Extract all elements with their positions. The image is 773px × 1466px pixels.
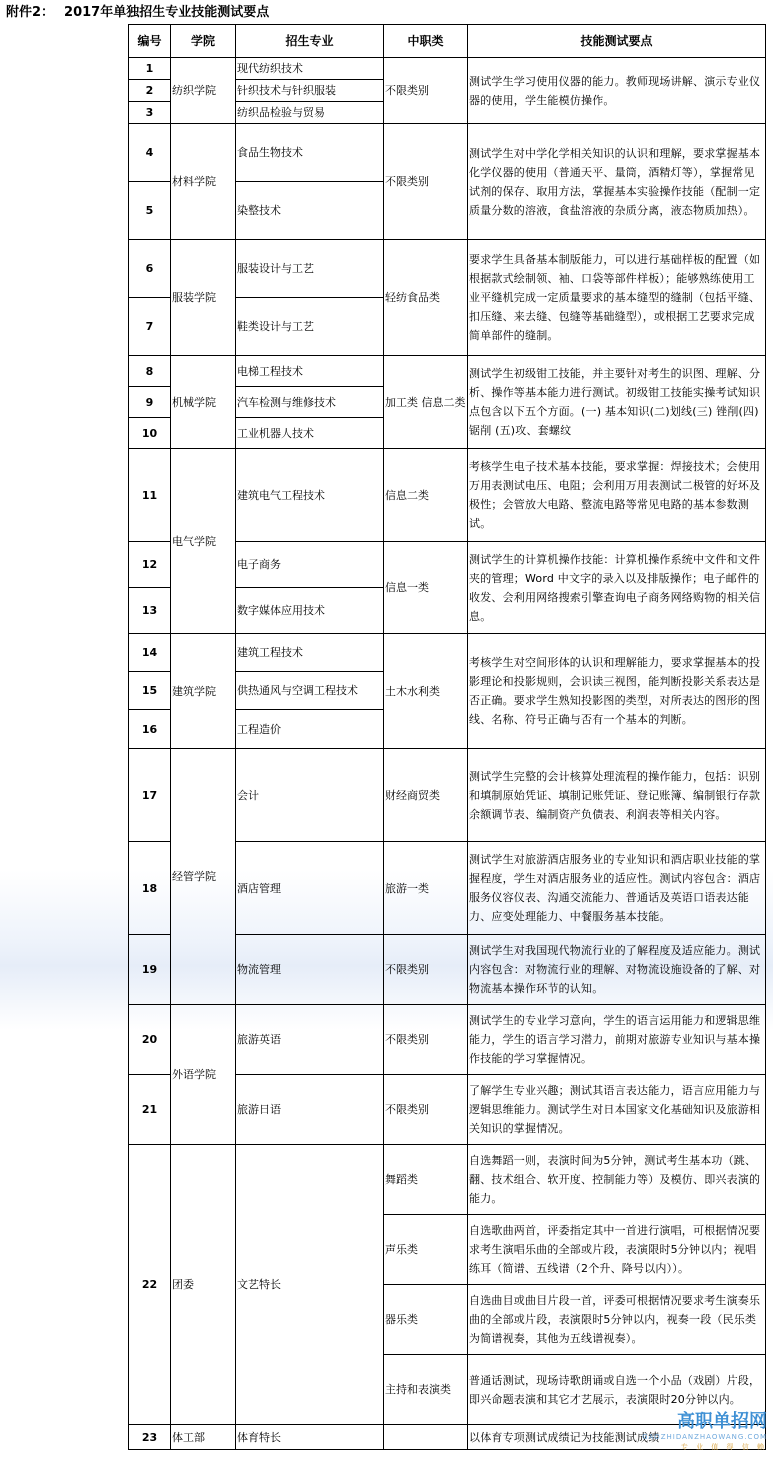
college-cell: 外语学院 [171, 1005, 236, 1145]
table-row [129, 356, 766, 387]
row-number: 9 [129, 387, 171, 418]
row-number: 19 [129, 935, 171, 1005]
major-cell: 纺织品检验与贸易 [236, 102, 384, 124]
row-number: 6 [129, 240, 171, 298]
voc-cell: 不限类别 [384, 124, 468, 240]
table-row [129, 634, 766, 672]
major-cell: 服装设计与工艺 [236, 240, 384, 298]
row-number: 5 [129, 182, 171, 240]
voc-cell: 不限类别 [384, 1075, 468, 1145]
college-cell: 电气学院 [171, 449, 236, 634]
requirement-cell: 测试学生对中学化学相关知识的认识和理解，要求掌握基本化学仪器的使用（普通天平、量筒，酒精灯等），掌握常见试剂的保存、取用方法，掌握基本实验操作技能（配制一定质量分数的溶液，食盐溶液的杂质分离，液态物质加热）。 [468, 124, 766, 240]
skills-test-table [128, 24, 766, 1450]
major-cell: 建筑工程技术 [236, 634, 384, 672]
site-watermark [642, 1412, 767, 1452]
watermark-slogan: 专 业 值 得 信 赖 [680, 1443, 767, 1451]
row-number: 14 [129, 634, 171, 672]
major-cell: 旅游日语 [236, 1075, 384, 1145]
watermark-title: 高职单招网 [677, 1411, 767, 1432]
page-title: 2017年单独招生专业技能测试要点 [64, 5, 270, 20]
header-voc: 中职类 [384, 25, 468, 58]
requirement-cell: 普通话测试，现场诗歌朗诵或自选一个小品（戏剧）片段，即兴命题表演和其它才艺展示，表演限时20分钟以内。 [468, 1355, 766, 1425]
row-number: 7 [129, 298, 171, 356]
major-cell: 供热通风与空调工程技术 [236, 672, 384, 710]
row-number: 20 [129, 1005, 171, 1075]
major-cell: 电子商务 [236, 542, 384, 588]
voc-cell: 信息二类 [384, 449, 468, 542]
row-number: 18 [129, 842, 171, 935]
requirement-cell: 测试学生完整的会计核算处理流程的操作能力，包括：识别和填制原始凭证、填制记账凭证、登记账簿、编制银行存款余额调节表、编制资产负债表、利润表等相关内容。 [468, 749, 766, 842]
major-cell: 食品生物技术 [236, 124, 384, 182]
table-row [129, 240, 766, 298]
requirement-cell: 考核学生电子技术基本技能，要求掌握：焊接技术；会使用万用表测试电压、电阻；会利用万用表测试二极管的好坏及极性；会管放大电路、整流电路等常见电路的基本参数测试。 [468, 449, 766, 542]
row-number: 11 [129, 449, 171, 542]
row-number: 10 [129, 418, 171, 449]
major-cell: 酒店管理 [236, 842, 384, 935]
major-cell: 工业机器人技术 [236, 418, 384, 449]
requirement-cell: 自选曲目或曲目片段一首，评委可根据情况要求考生演奏乐曲的全部或片段，表演限时5分钟以内，视奏一段（民乐类为简谱视奏，其他为五线谱视奏）。 [468, 1285, 766, 1355]
table-header-row [129, 25, 766, 58]
major-cell: 染整技术 [236, 182, 384, 240]
voc-cell: 旅游一类 [384, 842, 468, 935]
college-cell: 机械学院 [171, 356, 236, 449]
row-number: 17 [129, 749, 171, 842]
row-number: 23 [129, 1425, 171, 1450]
voc-cell: 不限类别 [384, 58, 468, 124]
row-number: 1 [129, 58, 171, 80]
requirement-cell: 以体育专项测试成绩记为技能测试成绩 [468, 1425, 766, 1450]
major-cell: 旅游英语 [236, 1005, 384, 1075]
requirement-cell: 要求学生具备基本制版能力，可以进行基础样板的配置（如根据款式绘制领、袖、口袋等部件样板）；能够熟练使用工业平缝机完成一定质量要求的基本缝型的缝制（包括平缝、扣压缝、来去缝、包缝等基础缝型），或根据工艺要求完成简单部件的缝制。 [468, 240, 766, 356]
major-cell: 电梯工程技术 [236, 356, 384, 387]
major-cell: 工程造价 [236, 710, 384, 749]
page-heading [6, 2, 269, 24]
major-cell: 数字媒体应用技术 [236, 588, 384, 634]
major-cell: 体育特长 [236, 1425, 384, 1450]
row-number: 12 [129, 542, 171, 588]
requirement-cell: 测试学生初级钳工技能，并主要针对考生的识图、理解、分析、操作等基本能力进行测试。初级钳工技能实操考试知识点包含以下五个方面。(一) 基本知识(二)划线(三) 锉削(四) 锯削 (五)攻、套螺纹 [468, 356, 766, 449]
header-req: 技能测试要点 [468, 25, 766, 58]
major-cell: 鞋类设计与工艺 [236, 298, 384, 356]
requirement-cell: 了解学生专业兴趣；测试其语言表达能力，语言应用能力与逻辑思维能力。测试学生对日本国家文化基础知识及旅游相关知识的掌握情况。 [468, 1075, 766, 1145]
row-number: 21 [129, 1075, 171, 1145]
row-number: 22 [129, 1145, 171, 1425]
watermark-url: GAOZHIDANZHAOWANG.COM [642, 1433, 767, 1441]
row-number: 16 [129, 710, 171, 749]
college-cell: 材料学院 [171, 124, 236, 240]
major-cell: 建筑电气工程技术 [236, 449, 384, 542]
college-cell: 经管学院 [171, 749, 236, 1005]
table-row [129, 58, 766, 80]
table-row [129, 749, 766, 842]
requirement-cell: 考核学生对空间形体的认识和理解能力，要求掌握基本的投影理论和投影规则，会识读三视图，能判断投影关系表达是否正确。要求学生熟知投影图的类型，对所表达的图形的图线、名称、符号正确与否有一个基本的判断。 [468, 634, 766, 749]
voc-cell: 信息一类 [384, 542, 468, 634]
requirement-cell: 自选舞蹈一则，表演时间为5分钟，测试考生基本功（跳、翻、技术组合、软开度、控制能力等）及模仿、即兴表演的能力。 [468, 1145, 766, 1215]
college-cell: 服装学院 [171, 240, 236, 356]
row-number: 13 [129, 588, 171, 634]
college-cell: 团委 [171, 1145, 236, 1425]
voc-cell: 器乐类 [384, 1285, 468, 1355]
voc-cell: 财经商贸类 [384, 749, 468, 842]
major-cell: 会计 [236, 749, 384, 842]
attachment-label: 附件2： [6, 5, 55, 20]
requirement-cell: 测试学生对我国现代物流行业的了解程度及适应能力。测试内容包含：对物流行业的理解、对物流设施设备的了解、对物流基本操作环节的认知。 [468, 935, 766, 1005]
voc-cell [384, 1425, 468, 1450]
table-row [129, 1005, 766, 1075]
voc-cell: 不限类别 [384, 1005, 468, 1075]
table-row [129, 1145, 766, 1215]
requirement-cell: 测试学生学习使用仪器的能力。教师现场讲解、演示专业仪器的使用，学生能模仿操作。 [468, 58, 766, 124]
row-number: 2 [129, 80, 171, 102]
college-cell: 建筑学院 [171, 634, 236, 749]
college-cell: 体工部 [171, 1425, 236, 1450]
voc-cell: 不限类别 [384, 935, 468, 1005]
voc-cell: 轻纺食品类 [384, 240, 468, 356]
table-row [129, 124, 766, 182]
voc-cell: 声乐类 [384, 1215, 468, 1285]
row-number: 8 [129, 356, 171, 387]
requirement-cell: 测试学生的计算机操作技能：计算机操作系统中文件和文件夹的管理；Word 中文字的录入以及排版操作；电子邮件的收发、会利用网络搜索引擎查询电子商务网络购物的相关信息。 [468, 542, 766, 634]
voc-cell: 舞蹈类 [384, 1145, 468, 1215]
header-no: 编号 [129, 25, 171, 58]
requirement-cell: 自选歌曲两首，评委指定其中一首进行演唱，可根据情况要求考生演唱乐曲的全部或片段，表演限时5分钟以内；视唱练耳（简谱、五线谱（2个升、降号以内））。 [468, 1215, 766, 1285]
row-number: 15 [129, 672, 171, 710]
major-cell: 物流管理 [236, 935, 384, 1005]
requirement-cell: 测试学生的专业学习意向，学生的语言运用能力和逻辑思维能力，学生的语言学习潜力，前期对旅游专业知识与基本操作技能的学习掌握情况。 [468, 1005, 766, 1075]
major-cell: 针织技术与针织服装 [236, 80, 384, 102]
voc-cell: 土木水利类 [384, 634, 468, 749]
college-cell: 纺织学院 [171, 58, 236, 124]
requirement-cell: 测试学生对旅游酒店服务业的专业知识和酒店职业技能的掌握程度，学生对酒店服务业的适应性。测试内容包含：酒店服务仪容仪表、沟通交流能力、普通话及英语口语表达能力、应变处理能力、中餐服务基本技能。 [468, 842, 766, 935]
row-number: 4 [129, 124, 171, 182]
header-college: 学院 [171, 25, 236, 58]
voc-cell: 主持和表演类 [384, 1355, 468, 1425]
table-row [129, 449, 766, 542]
major-cell: 现代纺织技术 [236, 58, 384, 80]
row-number: 3 [129, 102, 171, 124]
major-cell: 汽车检测与维修技术 [236, 387, 384, 418]
major-cell: 文艺特长 [236, 1145, 384, 1425]
header-major: 招生专业 [236, 25, 384, 58]
voc-cell: 加工类 信息二类 [384, 356, 468, 449]
